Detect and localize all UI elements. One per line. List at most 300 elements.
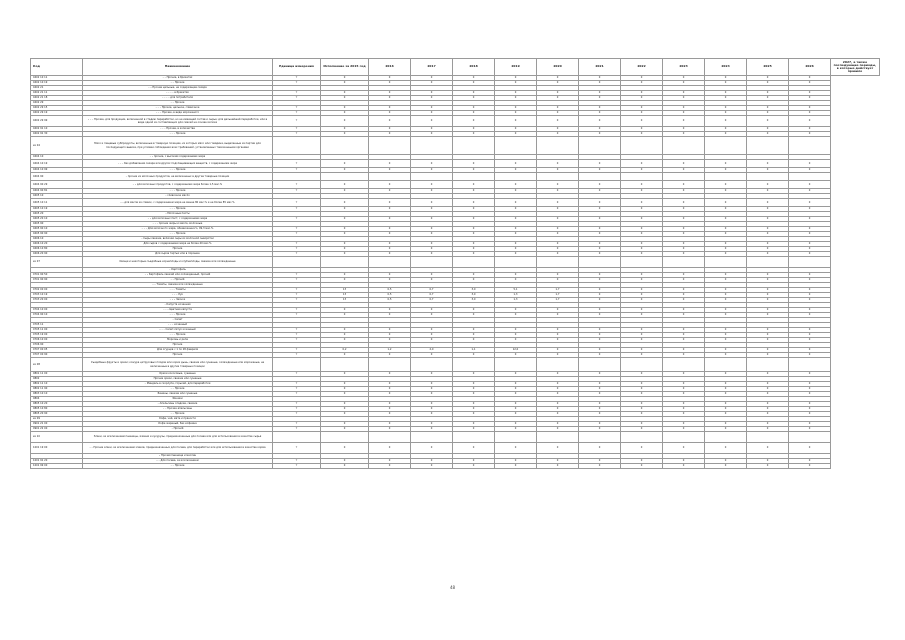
value-cell: 0: [579, 278, 621, 283]
value-cell: 0: [537, 422, 579, 427]
value-cell: 0: [321, 422, 369, 427]
value-cell: 0: [621, 106, 663, 111]
value-cell: 0: [453, 207, 495, 212]
value-cell: 1,7: [537, 293, 579, 298]
value-cell: 1,1: [453, 348, 495, 353]
value-cell: 1,7: [537, 288, 579, 293]
value-cell: 0: [495, 313, 537, 318]
value-cell: 0: [495, 189, 537, 194]
value-cell: 0: [663, 227, 705, 232]
value-cell: [621, 358, 663, 372]
table-header: [31, 59, 880, 76]
value-cell: 0: [747, 402, 789, 407]
unit-cell: т: [273, 132, 321, 137]
value-cell: 0: [705, 76, 747, 81]
code-cell: 0406 10 80: [31, 247, 83, 252]
value-cell: 0: [663, 348, 705, 353]
value-cell: 0: [411, 227, 453, 232]
unit-cell: т: [273, 382, 321, 387]
value-cell: 0: [705, 116, 747, 127]
value-cell: 0: [579, 382, 621, 387]
value-cell: 0: [579, 116, 621, 127]
value-cell: 0: [321, 232, 369, 237]
unit-cell: т: [273, 348, 321, 353]
name-cell: – – – Чеснок: [83, 298, 273, 303]
value-cell: 0: [705, 402, 747, 407]
value-cell: 0: [537, 372, 579, 377]
name-cell: – – для масла из сливок, с содержанием жира не менее 80 мас.% и не более 85 мас.%: [83, 199, 273, 207]
value-cell: 0: [705, 333, 747, 338]
value-cell: [747, 137, 789, 155]
unit-cell: т: [273, 412, 321, 417]
value-cell: 0: [453, 106, 495, 111]
value-cell: 0: [747, 372, 789, 377]
unit-cell: т: [273, 91, 321, 96]
value-cell: 0: [579, 168, 621, 173]
value-cell: 0: [453, 91, 495, 96]
name-cell: – сливочное масло: [83, 194, 273, 199]
value-cell: 0: [453, 127, 495, 132]
value-cell: 0: [705, 353, 747, 358]
value-cell: 0: [621, 181, 663, 189]
value-cell: 0: [453, 464, 495, 469]
value-cell: 0: [621, 372, 663, 377]
value-cell: 0: [789, 313, 831, 318]
value-cell: 0: [789, 407, 831, 412]
value-cell: 0: [411, 106, 453, 111]
value-cell: 0: [321, 81, 369, 86]
value-cell: 0: [495, 328, 537, 333]
code-cell: 0402 21: [31, 86, 83, 91]
value-cell: 0: [789, 217, 831, 222]
value-cell: 0: [369, 91, 411, 96]
value-cell: 0: [663, 189, 705, 194]
code-cell: 0406 10 20: [31, 242, 83, 247]
value-cell: 0: [621, 288, 663, 293]
value-cell: 0: [789, 116, 831, 127]
value-cell: 0: [411, 427, 453, 432]
code-cell: 0404 10 19: [31, 160, 83, 168]
name-cell: – – – Для молочного жира, обезвоженного, 99,3 мас.%: [83, 227, 273, 232]
value-cell: 0: [411, 242, 453, 247]
value-cell: 0: [369, 273, 411, 278]
value-cell: 0: [453, 242, 495, 247]
unit-cell: т: [273, 443, 321, 454]
value-cell: 0: [789, 106, 831, 111]
table-row: [31, 116, 880, 127]
value-cell: 0: [321, 333, 369, 338]
value-cell: 0: [321, 353, 369, 358]
value-cell: 0: [495, 338, 537, 343]
value-cell: 0: [411, 111, 453, 116]
value-cell: 0: [321, 443, 369, 454]
value-cell: 0: [579, 199, 621, 207]
value-cell: 0: [453, 132, 495, 137]
code-cell: 0704 90 10: [31, 313, 83, 318]
value-cell: 0: [369, 96, 411, 101]
value-cell: 0: [663, 278, 705, 283]
unit-cell: т: [273, 247, 321, 252]
value-cell: [663, 257, 705, 268]
table-row: [31, 160, 880, 168]
unit-cell: т: [273, 252, 321, 257]
value-cell: 0: [411, 443, 453, 454]
value-cell: 0: [369, 392, 411, 397]
value-cell: 0: [369, 242, 411, 247]
code-cell: 0402 29 15: [31, 106, 83, 111]
unit-cell: т: [273, 427, 321, 432]
value-cell: 0: [747, 288, 789, 293]
value-cell: 0: [369, 338, 411, 343]
table-row: [31, 432, 880, 443]
name-cell: Прочие: [83, 343, 273, 348]
name-cell: – – – Прочие: [83, 313, 273, 318]
name-cell: – – – Прочие, в количестве: [83, 127, 273, 132]
value-cell: 0: [663, 427, 705, 432]
value-cell: 0: [537, 189, 579, 194]
value-cell: 0: [453, 76, 495, 81]
value-cell: 0: [663, 372, 705, 377]
value-cell: 0: [321, 252, 369, 257]
value-cell: 0: [621, 387, 663, 392]
unit-cell: т: [273, 168, 321, 173]
value-cell: 0: [579, 459, 621, 464]
value-cell: [789, 173, 831, 181]
value-cell: 0: [453, 392, 495, 397]
name-cell: Орехи кокосовые, сушеные: [83, 372, 273, 377]
value-cell: 0: [579, 189, 621, 194]
value-cell: 0: [537, 168, 579, 173]
value-cell: 0,7: [411, 298, 453, 303]
value-cell: 0: [321, 313, 369, 318]
value-cell: 0: [537, 308, 579, 313]
value-cell: 0: [579, 313, 621, 318]
value-cell: 0: [369, 382, 411, 387]
value-cell: 0: [789, 464, 831, 469]
value-cell: 0: [747, 308, 789, 313]
value-cell: 0: [453, 382, 495, 387]
unit-cell: т: [273, 313, 321, 318]
value-cell: 0: [579, 76, 621, 81]
column-header: 2019: [495, 59, 537, 76]
value-cell: 0: [369, 464, 411, 469]
value-cell: 0: [621, 111, 663, 116]
name-cell: – Прочая пшеница и меслин: [83, 454, 273, 459]
value-cell: 0: [789, 91, 831, 96]
value-cell: 0: [369, 333, 411, 338]
name-cell: Для сыров тертых или в порошке: [83, 252, 273, 257]
value-cell: 0: [453, 387, 495, 392]
value-cell: 0: [411, 328, 453, 333]
value-cell: 0: [579, 160, 621, 168]
value-cell: [411, 137, 453, 155]
value-cell: 0: [495, 459, 537, 464]
value-cell: 0: [663, 293, 705, 298]
value-cell: 0: [663, 298, 705, 303]
value-cell: 0: [789, 427, 831, 432]
name-cell: – – Прочие апельсины: [83, 407, 273, 412]
unit-cell: т: [273, 81, 321, 86]
value-cell: 0: [663, 382, 705, 387]
value-cell: 0: [747, 91, 789, 96]
name-cell: – Салат: [83, 318, 273, 323]
name-cell: Съедобные фрукты и орехи; кожура цитрусовых плодов или корки дынь, свежие или сушеные, охлажденные или мороженые, не включенные в другие товарные позиции: [83, 358, 273, 372]
value-cell: 0: [621, 464, 663, 469]
value-cell: 3,0: [453, 288, 495, 293]
value-cell: 0: [453, 459, 495, 464]
value-cell: [705, 137, 747, 155]
value-cell: 0: [747, 443, 789, 454]
value-cell: 0: [747, 76, 789, 81]
unit-cell: т: [273, 160, 321, 168]
name-cell: – – – Томаты: [83, 288, 273, 293]
value-cell: 0: [321, 189, 369, 194]
value-cell: 0: [705, 132, 747, 137]
unit-cell: т: [273, 353, 321, 358]
value-cell: 0: [537, 348, 579, 353]
value-cell: 0: [495, 333, 537, 338]
value-cell: 13: [321, 288, 369, 293]
name-cell: – – Прочий: [83, 278, 273, 283]
value-cell: 0: [579, 427, 621, 432]
value-cell: 0: [453, 412, 495, 417]
value-cell: 0: [705, 273, 747, 278]
value-cell: 0: [747, 106, 789, 111]
value-cell: 0: [747, 160, 789, 168]
value-cell: 0: [321, 382, 369, 387]
unit-cell: т: [273, 217, 321, 222]
value-cell: 0: [369, 111, 411, 116]
value-cell: 0: [621, 328, 663, 333]
value-cell: 0: [495, 76, 537, 81]
value-cell: 0: [579, 328, 621, 333]
value-cell: 0: [789, 422, 831, 427]
value-cell: 0: [537, 217, 579, 222]
value-cell: 0: [411, 217, 453, 222]
value-cell: 0: [621, 189, 663, 194]
value-cell: [453, 137, 495, 155]
value-cell: 0: [663, 407, 705, 412]
value-cell: 0: [321, 387, 369, 392]
value-cell: 0: [537, 106, 579, 111]
value-cell: 0: [705, 328, 747, 333]
table-row: [31, 358, 880, 372]
value-cell: 0: [663, 76, 705, 81]
value-cell: 0: [411, 278, 453, 283]
value-cell: 0: [453, 273, 495, 278]
value-cell: [321, 257, 369, 268]
value-cell: 0: [369, 116, 411, 127]
value-cell: 0: [747, 111, 789, 116]
unit-cell: т: [273, 459, 321, 464]
value-cell: 0: [321, 227, 369, 232]
value-cell: 0: [663, 338, 705, 343]
value-cell: 0: [747, 353, 789, 358]
value-cell: 0: [495, 181, 537, 189]
name-cell: Мясо и пищевые субпродукты, включенные в товарную позицию, из которых мясо или говядина, выделенные из партии для последующего вывоза, при условии соблюдения всех требований, установленных таможенными органами: [83, 137, 273, 155]
value-cell: 0: [663, 459, 705, 464]
value-cell: 0: [747, 412, 789, 417]
value-cell: [321, 358, 369, 372]
value-cell: 0: [747, 382, 789, 387]
code-cell: ex 10: [31, 432, 83, 443]
column-header: 2016: [369, 59, 411, 76]
value-cell: 0: [621, 353, 663, 358]
value-cell: 0: [321, 132, 369, 137]
value-cell: 0: [411, 232, 453, 237]
value-cell: 0: [621, 81, 663, 86]
value-cell: 0: [453, 189, 495, 194]
code-cell: 0707 00 90: [31, 353, 83, 358]
name-cell: Кофе, чай, мате и пряности: [83, 417, 273, 422]
value-cell: 0: [621, 217, 663, 222]
value-cell: [789, 137, 831, 155]
value-cell: 0: [663, 387, 705, 392]
value-cell: 0: [705, 313, 747, 318]
value-cell: 0: [495, 412, 537, 417]
value-cell: 0: [579, 106, 621, 111]
unit-cell: т: [273, 76, 321, 81]
value-cell: 0: [663, 273, 705, 278]
value-cell: 0: [321, 91, 369, 96]
value-cell: [789, 432, 831, 443]
value-cell: [369, 173, 411, 181]
value-cell: 0: [537, 160, 579, 168]
value-cell: 0: [789, 459, 831, 464]
value-cell: 0: [453, 181, 495, 189]
value-cell: 0,5: [369, 288, 411, 293]
value-cell: 0: [621, 348, 663, 353]
value-cell: 0: [321, 160, 369, 168]
name-cell: Прочие: [83, 247, 273, 252]
value-cell: 0: [579, 333, 621, 338]
value-cell: 0: [663, 199, 705, 207]
unit-cell: т: [273, 308, 321, 313]
code-cell: 0705 11: [31, 323, 83, 328]
unit-cell: т: [273, 298, 321, 303]
value-cell: 0: [789, 232, 831, 237]
value-cell: 1,2: [369, 348, 411, 353]
value-cell: 0: [621, 298, 663, 303]
value-cell: 0: [705, 227, 747, 232]
value-cell: 0: [747, 81, 789, 86]
unit-cell: т: [273, 199, 321, 207]
value-cell: 0: [495, 247, 537, 252]
code-cell: 0402 91 30: [31, 132, 83, 137]
value-cell: 0: [369, 402, 411, 407]
code-cell: 0406 20 90: [31, 252, 83, 257]
value-cell: 0: [621, 338, 663, 343]
value-cell: 0: [705, 412, 747, 417]
value-cell: 0: [747, 293, 789, 298]
value-cell: 0: [453, 313, 495, 318]
name-cell: – Капуста кочанная: [83, 303, 273, 308]
value-cell: 0: [579, 348, 621, 353]
value-cell: 0: [789, 96, 831, 101]
value-cell: 1,3: [495, 298, 537, 303]
name-cell: – – Прочие: [83, 387, 273, 392]
unit-cell: т: [273, 372, 321, 377]
value-cell: [579, 137, 621, 155]
unit-cell: т: [273, 207, 321, 212]
value-cell: 0: [579, 308, 621, 313]
name-cell: – Молочные пасты: [83, 212, 273, 217]
value-cell: 0: [705, 181, 747, 189]
value-cell: 0: [621, 127, 663, 132]
value-cell: 0: [579, 288, 621, 293]
value-cell: 0: [579, 422, 621, 427]
value-cell: 0: [369, 328, 411, 333]
value-cell: 0: [411, 387, 453, 392]
name-cell: – – Прочие: [83, 464, 273, 469]
value-cell: 0: [537, 412, 579, 417]
table-body: [31, 76, 880, 469]
value-cell: 0: [537, 392, 579, 397]
value-cell: [789, 257, 831, 268]
value-cell: 0: [537, 242, 579, 247]
document-sheet: [30, 58, 880, 469]
unit-cell: [273, 358, 321, 372]
value-cell: 0: [495, 427, 537, 432]
name-cell: – – Прочие: [83, 412, 273, 417]
unit-cell: т: [273, 273, 321, 278]
value-cell: 0: [705, 308, 747, 313]
value-cell: 0: [453, 227, 495, 232]
value-cell: 0: [579, 392, 621, 397]
value-cell: 0: [321, 207, 369, 212]
value-cell: 0: [705, 372, 747, 377]
value-cell: 0: [411, 333, 453, 338]
value-cell: 0: [453, 427, 495, 432]
value-cell: 0: [747, 273, 789, 278]
code-cell: 0704 10 00: [31, 308, 83, 313]
unit-cell: т: [273, 293, 321, 298]
value-cell: 0: [789, 273, 831, 278]
value-cell: 0: [705, 106, 747, 111]
value-cell: 0: [705, 252, 747, 257]
value-cell: 0: [495, 382, 537, 387]
value-cell: [621, 432, 663, 443]
value-cell: 0: [789, 348, 831, 353]
code-cell: 0801 11 00: [31, 372, 83, 377]
value-cell: 0: [789, 382, 831, 387]
code-cell: 0404 90: [31, 173, 83, 181]
value-cell: 0: [411, 422, 453, 427]
name-cell: – – – прочие жиры и масла, молочные: [83, 222, 273, 227]
value-cell: [537, 358, 579, 372]
code-cell: 0405 10: [31, 194, 83, 199]
name-cell: – – – Лук: [83, 293, 273, 298]
value-cell: 0: [453, 353, 495, 358]
code-cell: 0804: [31, 397, 83, 402]
value-cell: 0: [537, 76, 579, 81]
unit-cell: [273, 137, 321, 155]
value-cell: 0: [579, 412, 621, 417]
value-cell: 0: [747, 348, 789, 353]
column-header: 2026: [789, 59, 831, 76]
value-cell: 0: [663, 111, 705, 116]
value-cell: 0: [495, 199, 537, 207]
code-cell: 0404 90 81: [31, 189, 83, 194]
value-cell: 0: [789, 278, 831, 283]
value-cell: 0: [411, 459, 453, 464]
code-cell: 0402 91 10: [31, 127, 83, 132]
name-cell: – – – – в брикетах: [83, 91, 273, 96]
value-cell: 0: [537, 353, 579, 358]
unit-cell: т: [273, 333, 321, 338]
value-cell: 0: [705, 160, 747, 168]
column-header: 2027, а также последующие периоды, в которые действует правило: [831, 59, 880, 76]
